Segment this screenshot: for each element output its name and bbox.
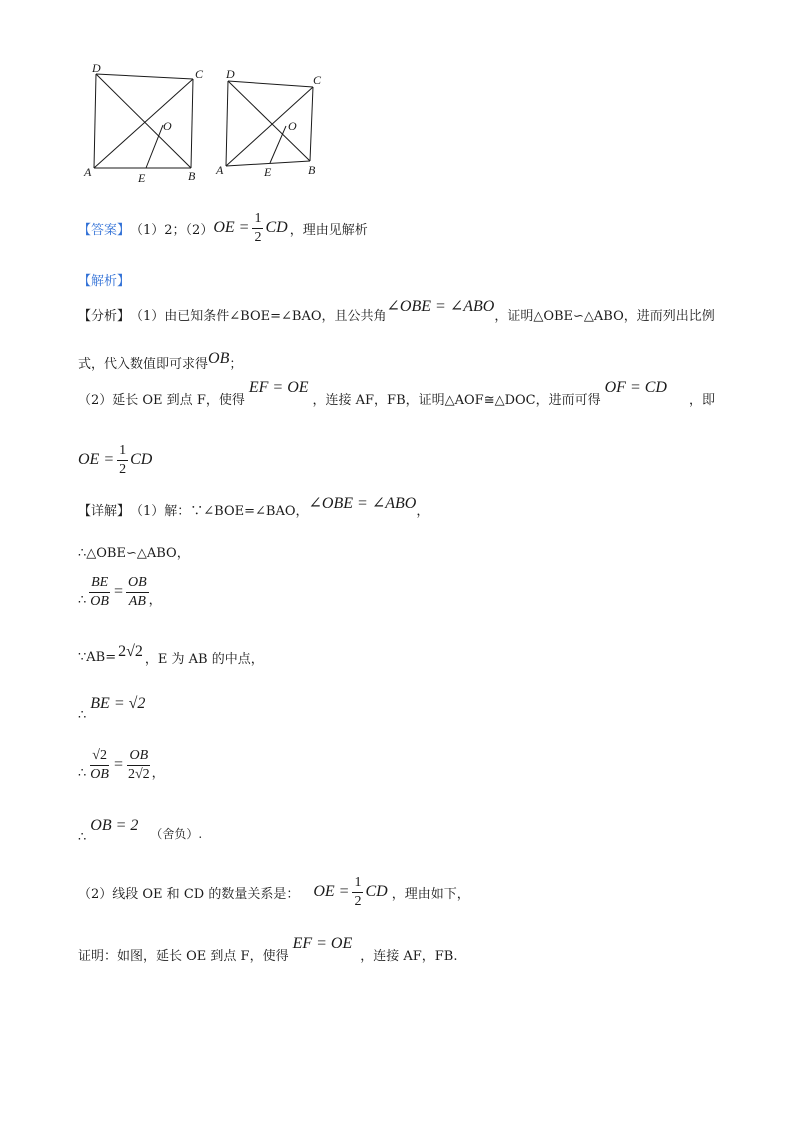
detail-l6-d2: 2√2 — [127, 766, 150, 782]
detail-line-4 — [78, 642, 264, 672]
detail-line-8 — [78, 870, 470, 914]
detail-label: 【详解】 — [78, 503, 131, 519]
detail-l1-formula: ∠OBE = ∠ABO — [308, 495, 417, 512]
answer-tail: ，理由见解析 — [289, 222, 368, 238]
detail-l5-formula: BE = √2 — [90, 695, 146, 712]
detail-l7-tail: （舍负）. — [150, 826, 203, 841]
label-O-right: O — [288, 119, 297, 133]
answer-label: 【答案】 — [78, 222, 131, 238]
detail-l3-d1: OB — [90, 593, 109, 609]
analysis-line4-den: 2 — [119, 461, 127, 477]
detail-line-7 — [78, 814, 202, 844]
analysis-line1-b: ，证明△OBE∽△ABO，进而列出比例 — [494, 308, 715, 324]
label-C-right: C — [313, 73, 322, 87]
detail-l3-eq: = — [113, 583, 123, 600]
analysis-line4-rhs: CD — [130, 451, 153, 468]
side-DC-r — [228, 81, 313, 87]
detail-l6-n1: √2 — [90, 749, 109, 766]
detail-l1-a: （1）解：∵∠BOE=∠BAO， — [130, 503, 309, 519]
answer-expr-rhs: CD — [265, 219, 288, 236]
detail-l4-b: ，E 为 AB 的中点， — [144, 651, 264, 667]
label-A-left: A — [84, 165, 92, 179]
side-DC — [96, 74, 193, 79]
detail-l3-n1: BE — [89, 576, 110, 593]
diag-DB-r — [228, 81, 310, 161]
side-CB-r — [310, 87, 313, 161]
analysis-line4-fraction — [117, 444, 128, 477]
label-D-right: D — [226, 67, 235, 81]
side-AD-r — [226, 81, 228, 166]
analysis-line3-f1: EF = OE — [248, 379, 309, 396]
detail-l3-frac1 — [88, 576, 111, 609]
geometry-figures — [80, 60, 340, 190]
analysis-line2-a: 式，代入数值即可求得 — [78, 356, 209, 372]
detail-l7-therefore: ∴ — [78, 829, 87, 845]
detail-l2: ∴△OBE∽△ABO， — [78, 546, 190, 561]
detail-line-9 — [78, 934, 458, 974]
detail-l6-therefore: ∴ — [78, 765, 87, 781]
detail-l3-frac2 — [126, 576, 149, 609]
detail-l8-a: （2）线段 OE 和 CD 的数量关系是： — [78, 886, 300, 902]
figure-right — [226, 81, 313, 166]
detail-l5-therefore: ∴ — [78, 707, 87, 723]
analysis-line4-num: 1 — [117, 444, 128, 461]
analysis-line-2 — [78, 348, 242, 376]
detail-line-2 — [78, 542, 190, 561]
detail-l6-d1: OB — [90, 766, 109, 782]
analysis-line1-a: （1）由已知条件∠BOE=∠BAO，且公共角 — [130, 308, 387, 324]
label-E-right: E — [264, 165, 272, 179]
label-E-left: E — [138, 171, 146, 185]
detail-line-3 — [78, 570, 162, 614]
analysis-line2-formula: OB — [208, 350, 230, 367]
label-O-left: O — [163, 119, 172, 133]
analysis-line3-f2: OF = CD — [604, 379, 667, 396]
answer-expr-lhs: OE = — [213, 219, 250, 236]
detail-l6-frac2 — [126, 749, 152, 782]
detail-l3-tail: ， — [148, 592, 162, 608]
analysis-line1-formula: ∠OBE = ∠ABO — [386, 298, 495, 315]
detail-l8-b: ，理由如下， — [391, 886, 470, 902]
detail-l6-eq: = — [113, 756, 123, 773]
label-C-left: C — [195, 67, 204, 81]
detail-l9-b: ，连接 AF，FB. — [360, 948, 458, 964]
detail-line-5 — [78, 692, 145, 722]
detail-line-1 — [78, 494, 429, 524]
figure-left — [94, 74, 193, 168]
detail-l3-therefore: ∴ — [78, 592, 87, 608]
label-D-left: D — [92, 61, 101, 75]
detail-l3-d2: AB — [128, 593, 146, 609]
detail-l8-rhs: CD — [365, 883, 388, 900]
analysis-line-3 — [78, 378, 715, 418]
label-B-left: B — [188, 169, 196, 183]
detail-l1-b: ， — [416, 503, 430, 519]
jiexi-label: 【解析】 — [78, 274, 131, 289]
label-B-right: B — [308, 163, 316, 177]
diag-AC-r — [226, 87, 313, 166]
detail-l4-a: ∵AB= — [78, 649, 117, 665]
answer-part1: （1）2；（2） — [130, 222, 214, 238]
analysis-line3-b: ，连接 AF，FB，证明△AOF≅△DOC，进而可得 — [312, 392, 601, 408]
analysis-line3-a: （2）延长 OE 到点 F，使得 — [78, 392, 245, 408]
side-AD — [94, 74, 96, 168]
detail-l9-formula: EF = OE — [292, 935, 353, 952]
detail-line-6 — [78, 742, 165, 788]
seg-OE-r — [270, 126, 286, 163]
answer-frac-den: 2 — [254, 229, 262, 245]
analysis-label: 【分析】 — [78, 308, 131, 324]
answer-frac-num: 1 — [252, 212, 263, 229]
detail-l8-num: 1 — [352, 876, 363, 893]
detail-l9-a: 证明：如图，延长 OE 到点 F，使得 — [78, 948, 289, 964]
detail-l4-formula: 2√2 — [118, 643, 143, 660]
detail-l8-fraction — [352, 876, 363, 909]
detail-l7-formula: OB = 2 — [90, 817, 139, 834]
label-A-right: A — [216, 163, 224, 177]
analysis-line3-c: ，即 — [688, 392, 715, 408]
detail-l8-lhs: OE = — [313, 883, 350, 900]
analysis-line4-lhs: OE = — [78, 451, 115, 468]
detail-l8-den: 2 — [354, 893, 362, 909]
detail-l6-n2: OB — [127, 749, 150, 766]
detail-l6-frac1 — [88, 749, 111, 782]
detail-l3-n2: OB — [126, 576, 149, 593]
analysis-line2-b: ； — [229, 356, 243, 372]
side-CB — [191, 79, 193, 168]
analysis-line-1 — [78, 298, 715, 330]
analysis-line-4 — [78, 440, 152, 480]
detail-l6-tail: ， — [151, 765, 165, 781]
answer-fraction — [252, 212, 263, 245]
answer-line — [78, 210, 368, 246]
